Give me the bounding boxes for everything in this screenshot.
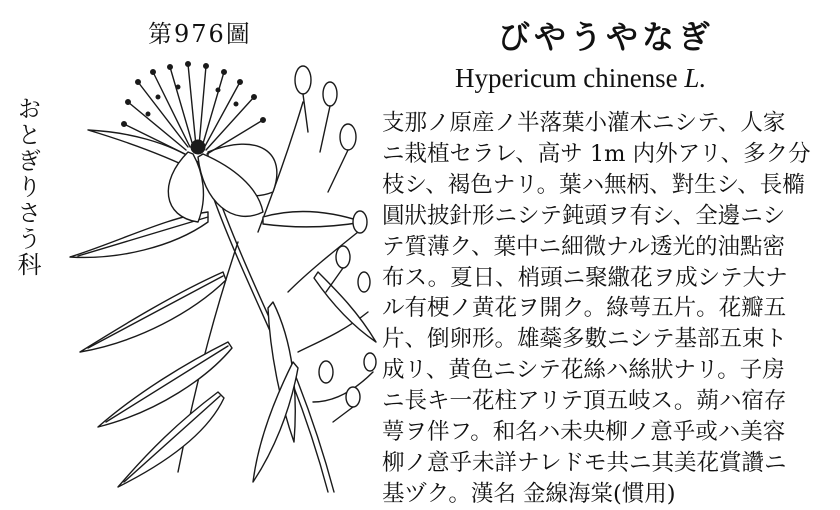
- scientific-name: [455, 63, 706, 94]
- description-line-10: ニ長キ一花柱アリテ頂五岐ス。蒴ハ宿存: [382, 388, 787, 415]
- scientific-name-author: L.: [684, 63, 707, 93]
- description-line-9: 成リ、黄色ニシテ花絲ハ絲狀ナリ。子房: [382, 357, 785, 384]
- japanese-plant-name: びやうやなぎ: [498, 18, 715, 56]
- description-line-13: 基ヅク。漢名 金線海棠(慣用): [382, 480, 676, 507]
- species-description: [382, 108, 832, 510]
- description-line-5: テ質薄ク、葉中ニ細微ナル透光的油點密: [382, 233, 785, 260]
- description-line-7: ル有梗ノ黄花ヲ開ク。綠萼五片。花瓣五: [382, 295, 787, 322]
- description-line-12: 柳ノ意乎未詳ナレドモ共ニ其美花賞讚ニ: [382, 449, 787, 476]
- description-line-3: 枝シ、褐色ナリ。葉ハ無柄、對生シ、長橢: [382, 171, 805, 198]
- description-line-6: 布ス。夏日、梢頭ニ聚繖花ヲ成シテ大ナ: [382, 264, 788, 291]
- figure-number: 第976圖: [148, 20, 252, 48]
- description-line-2: ニ栽植セラレ、高サ 1m 内外アリ、多ク分: [382, 140, 811, 167]
- description-line-8: 片、倒卵形。雄蘂多數ニシテ基部五束ト: [382, 326, 788, 353]
- description-line-11: 萼ヲ伴フ。和名ハ未央柳ノ意乎或ハ美容: [382, 419, 786, 446]
- description-line-4: 圓狀披針形ニシテ鈍頭ヲ有シ、全邊ニシ: [382, 202, 786, 229]
- description-line-1: 支那ノ原産ノ半落葉小灌木ニシテ、人家: [382, 110, 786, 136]
- scientific-name-genus-species: Hypericum chinense: [455, 63, 678, 93]
- plant-family-label: おとぎりさう科: [13, 96, 41, 278]
- flowering-branch-icon: [58, 42, 380, 494]
